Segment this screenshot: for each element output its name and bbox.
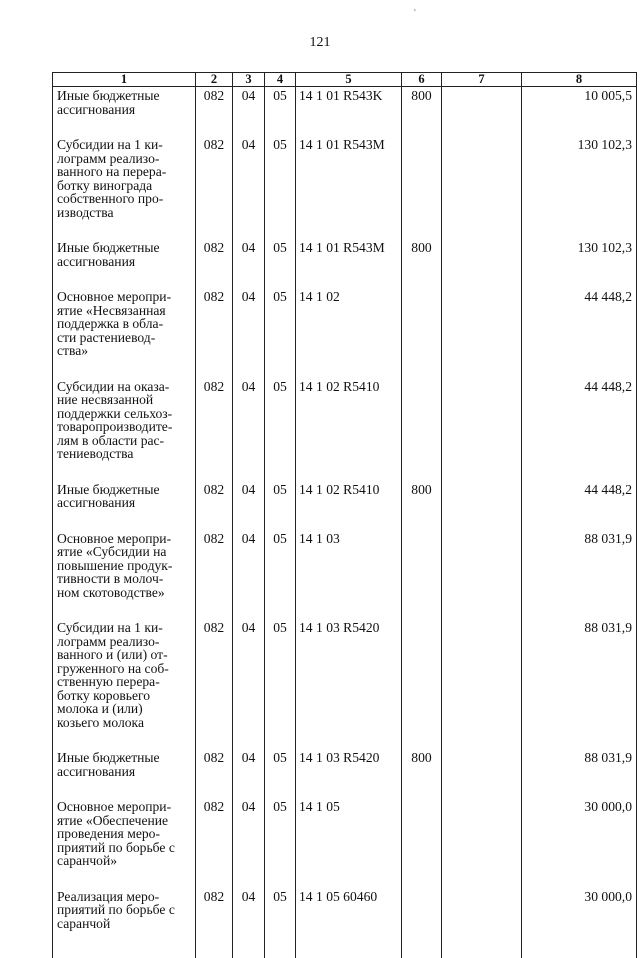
expense-name-cell [53, 358, 196, 461]
empty-cell [402, 930, 442, 958]
target-article-cell: 14 1 01 R543M [296, 219, 402, 268]
expense-name-cell [53, 219, 196, 268]
column-7-cell [442, 599, 522, 729]
amount-cell: 130 102,3 [522, 116, 637, 219]
empty-cell [53, 930, 196, 958]
ministry-code-cell: 082 [196, 358, 233, 461]
table-row [53, 358, 637, 461]
column-header-7: 7 [442, 73, 522, 87]
expense-name-line: молока и (или) [57, 702, 192, 716]
column-header-8: 8 [522, 73, 637, 87]
expense-name-line: Иные бюджетные [57, 89, 192, 103]
expense-name-cell [53, 268, 196, 358]
ministry-code-cell: 082 [196, 868, 233, 931]
expense-type-cell [402, 358, 442, 461]
expense-name-line: ванного на перера- [57, 165, 192, 179]
section-code-cell: 04 [233, 729, 265, 778]
subsection-code-cell: 05 [265, 358, 296, 461]
ministry-code-cell: 082 [196, 729, 233, 778]
expense-name-line: Реализация меро- [57, 890, 192, 904]
table-row [53, 778, 637, 868]
expense-name-cell [53, 461, 196, 510]
expense-name-cell [53, 510, 196, 600]
table-row [53, 461, 637, 510]
expense-name-line: ственную перера- [57, 675, 192, 689]
subsection-code-cell: 05 [265, 461, 296, 510]
ministry-code-cell: 082 [196, 219, 233, 268]
column-7-cell [442, 729, 522, 778]
table-row [53, 599, 637, 729]
target-article-cell: 14 1 03 R5420 [296, 729, 402, 778]
column-header-4: 4 [265, 73, 296, 87]
ministry-code-cell: 082 [196, 116, 233, 219]
expense-type-cell: 800 [402, 219, 442, 268]
expense-name-line: ассигнования [57, 765, 192, 779]
table-body [53, 87, 637, 958]
expense-type-cell [402, 116, 442, 219]
expense-name-line: ятие «Обеспечение [57, 814, 192, 828]
empty-cell [265, 930, 296, 958]
ministry-code-cell: 082 [196, 461, 233, 510]
table-row [53, 116, 637, 219]
subsection-code-cell: 05 [265, 868, 296, 931]
amount-cell: 30 000,0 [522, 778, 637, 868]
empty-cell [442, 930, 522, 958]
section-code-cell: 04 [233, 868, 265, 931]
expense-name-line: Субсидии на 1 ки- [57, 621, 192, 635]
table-row [53, 510, 637, 600]
expense-type-cell: 800 [402, 461, 442, 510]
subsection-code-cell: 05 [265, 599, 296, 729]
expense-type-cell [402, 510, 442, 600]
table-trailing-space [53, 930, 637, 958]
expense-name-cell [53, 729, 196, 778]
amount-cell: 44 448,2 [522, 268, 637, 358]
amount-cell: 10 005,5 [522, 87, 637, 117]
section-code-cell: 04 [233, 599, 265, 729]
table-row [53, 868, 637, 931]
expense-name-line: ние несвязанной [57, 393, 192, 407]
column-7-cell [442, 116, 522, 219]
target-article-cell: 14 1 03 R5420 [296, 599, 402, 729]
expense-name-line: лограмм реализо- [57, 635, 192, 649]
target-article-cell: 14 1 01 R543M [296, 116, 402, 219]
target-article-cell: 14 1 02 [296, 268, 402, 358]
expense-name-line: Основное меропри- [57, 800, 192, 814]
expense-type-cell [402, 599, 442, 729]
target-article-cell: 14 1 01 R543K [296, 87, 402, 117]
page-number: 121 [0, 35, 640, 51]
subsection-code-cell: 05 [265, 729, 296, 778]
expense-name-line: изводства [57, 206, 192, 220]
column-7-cell [442, 461, 522, 510]
expense-name-line: собственного про- [57, 192, 192, 206]
expense-name-line: саранчой» [57, 854, 192, 868]
expense-name-line: тивности в молоч- [57, 572, 192, 586]
target-article-cell: 14 1 05 60460 [296, 868, 402, 931]
column-header-2: 2 [196, 73, 233, 87]
ministry-code-cell: 082 [196, 599, 233, 729]
expense-name-line: сти растениевод- [57, 331, 192, 345]
target-article-cell: 14 1 02 R5410 [296, 358, 402, 461]
expense-name-line: Основное меропри- [57, 532, 192, 546]
expense-type-cell: 800 [402, 729, 442, 778]
expense-name-line: Субсидии на оказа- [57, 380, 192, 394]
ministry-code-cell: 082 [196, 87, 233, 117]
expense-name-line: ботку винограда [57, 179, 192, 193]
section-code-cell: 04 [233, 510, 265, 600]
expense-name-line: ассигнования [57, 496, 192, 510]
expense-name-line: приятий по борьбе с [57, 841, 192, 855]
expense-name-line: ботку коровьего [57, 689, 192, 703]
expense-type-cell [402, 868, 442, 931]
expense-name-cell [53, 778, 196, 868]
expense-name-line: Иные бюджетные [57, 241, 192, 255]
expense-name-line: проведения меро- [57, 827, 192, 841]
column-7-cell [442, 358, 522, 461]
expense-name-line: приятий по борьбе с [57, 903, 192, 917]
subsection-code-cell: 05 [265, 510, 296, 600]
empty-cell [296, 930, 402, 958]
subsection-code-cell: 05 [265, 116, 296, 219]
empty-cell [233, 930, 265, 958]
expense-name-line: ассигнования [57, 103, 192, 117]
column-header-5: 5 [296, 73, 402, 87]
column-header-1: 1 [53, 73, 196, 87]
amount-cell: 88 031,9 [522, 729, 637, 778]
column-7-cell [442, 778, 522, 868]
expense-name-line: лограмм реализо- [57, 152, 192, 166]
subsection-code-cell: 05 [265, 268, 296, 358]
stray-mark: ' [414, 8, 416, 19]
empty-cell [196, 930, 233, 958]
expense-type-cell [402, 778, 442, 868]
column-7-cell [442, 268, 522, 358]
target-article-cell: 14 1 03 [296, 510, 402, 600]
amount-cell: 44 448,2 [522, 358, 637, 461]
column-header-3: 3 [233, 73, 265, 87]
amount-cell: 88 031,9 [522, 599, 637, 729]
empty-cell [522, 930, 637, 958]
section-code-cell: 04 [233, 268, 265, 358]
expense-name-line: тениеводства [57, 447, 192, 461]
ministry-code-cell: 082 [196, 268, 233, 358]
expense-name-line: Субсидии на 1 ки- [57, 138, 192, 152]
budget-table [52, 72, 637, 958]
expense-type-cell [402, 268, 442, 358]
expense-name-cell [53, 868, 196, 931]
expense-name-line: ятие «Несвязанная [57, 304, 192, 318]
target-article-cell: 14 1 05 [296, 778, 402, 868]
expense-name-cell [53, 87, 196, 117]
table-row [53, 729, 637, 778]
section-code-cell: 04 [233, 87, 265, 117]
expense-name-line: козьего молока [57, 716, 192, 730]
expense-name-line: ятие «Субсидии на [57, 545, 192, 559]
expense-name-line: поддержка в обла- [57, 317, 192, 331]
amount-cell: 44 448,2 [522, 461, 637, 510]
table-row [53, 268, 637, 358]
column-7-cell [442, 219, 522, 268]
expense-name-line: саранчой [57, 917, 192, 931]
column-7-cell [442, 87, 522, 117]
expense-name-line: Основное меропри- [57, 290, 192, 304]
expense-name-cell [53, 116, 196, 219]
expense-name-line: ства» [57, 344, 192, 358]
amount-cell: 88 031,9 [522, 510, 637, 600]
expense-name-line: товаропроизводите- [57, 420, 192, 434]
expense-name-line: груженного на соб- [57, 662, 192, 676]
table-row [53, 87, 637, 117]
expense-name-line: ном скотоводстве» [57, 586, 192, 600]
section-code-cell: 04 [233, 461, 265, 510]
budget-table-wrapper [52, 72, 637, 958]
section-code-cell: 04 [233, 219, 265, 268]
expense-name-line: ванного и (или) от- [57, 648, 192, 662]
table-header-row [53, 73, 637, 87]
expense-name-line: повышение продук- [57, 559, 192, 573]
target-article-cell: 14 1 02 R5410 [296, 461, 402, 510]
subsection-code-cell: 05 [265, 778, 296, 868]
table-row [53, 219, 637, 268]
amount-cell: 30 000,0 [522, 868, 637, 931]
subsection-code-cell: 05 [265, 219, 296, 268]
amount-cell: 130 102,3 [522, 219, 637, 268]
section-code-cell: 04 [233, 116, 265, 219]
expense-name-line: Иные бюджетные [57, 751, 192, 765]
section-code-cell: 04 [233, 358, 265, 461]
expense-name-line: лям в области рас- [57, 434, 192, 448]
subsection-code-cell: 05 [265, 87, 296, 117]
column-header-6: 6 [402, 73, 442, 87]
expense-name-cell [53, 599, 196, 729]
column-7-cell [442, 510, 522, 600]
section-code-cell: 04 [233, 778, 265, 868]
column-7-cell [442, 868, 522, 931]
ministry-code-cell: 082 [196, 510, 233, 600]
expense-name-line: поддержки сельхоз- [57, 407, 192, 421]
expense-type-cell: 800 [402, 87, 442, 117]
expense-name-line: Иные бюджетные [57, 483, 192, 497]
ministry-code-cell: 082 [196, 778, 233, 868]
expense-name-line: ассигнования [57, 255, 192, 269]
